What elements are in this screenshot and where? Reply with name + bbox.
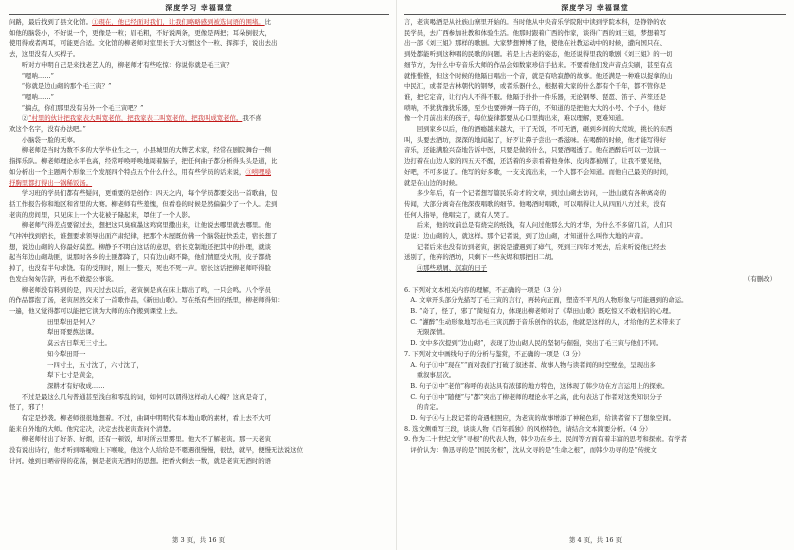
text-line (9, 145, 389, 156)
text-run: 边打着在山边人家的四五天不醒，还活着的乡亲看着他身体、皮肉都被剐了，让我不要见他， (404, 157, 667, 166)
text-run: 中民汇，或者是古林朝代的钢琴，或者乐器什么，根据着大家的什么都有个千年，都不管你是 (404, 82, 667, 91)
text-run: 叫，头要去酒坊，深深的地闻起了，好歹让鼻子尝出一番滋味。在喝醉的时候，他才能写得好 (404, 135, 667, 144)
question-line (404, 327, 786, 338)
header-rule (9, 14, 389, 15)
text-run: 民学员，去广西参加社教和体验生活。他那时跟着广西的作家，谈得广西的刘三姐，梦想着写 (404, 28, 667, 37)
text-run: 像一个月前出来的孩子，每位旋律都要从心口里掏出来，难以理解，更难知道。 (404, 114, 628, 123)
text-run: 比 (264, 18, 272, 26)
text-run: 学习班的学员们都有些疑问，更重要的是创作：四天之内，每个学员都要交出一首歌曲，包 (9, 189, 278, 198)
text-run: 柳老师没有料到的是，四天过去以后，老寅倒是真在床上瞎出了鸣，一只会鸣。八个学员 (9, 285, 272, 294)
text-run: 细节方，为什么中专音乐大师的作品会如数家珍信手拈来。不要看他们发声音点尖刷，甚至有点 (404, 60, 673, 69)
text-run: 6. 下列对文本相关内容的理解，不正确的一项是（3 分） (404, 285, 566, 294)
text-line (404, 220, 786, 231)
text-run: 传闻，大部分离奇在他深夜唱歌的细节。他喝酒时唱歌，可以唱得让人从四面八方过来，没有 (404, 199, 667, 208)
text-run: 言，老寅喝酒是从社族山寨里开始的。当时他从中央音乐学院附中读到学院本科，是铮铮的农 (404, 18, 667, 26)
text-line (9, 263, 389, 274)
text-run: 唢呐，不犹犹豫犹乐器，至少也要弹弹一阵子的，不知道的是把他大大的小号、个子小，他好 (404, 103, 667, 112)
text-line (9, 210, 389, 221)
text-line (9, 456, 389, 467)
text-line (9, 17, 389, 28)
text-run: C. “灌醉”生动形象地写出毛三寅沉醉于音乐创作的状态，他就是这样的人，才给他的艺术带来了 (404, 317, 682, 326)
poem-line: 一四寸土，五寸沈了，六寸沈了， (47, 360, 143, 369)
text-run: 老寅的房间里，只见床上一个大花被子隆起来，罩住了一个人影。 (9, 210, 195, 219)
text-line (9, 156, 389, 167)
text-line (404, 124, 786, 135)
text-line (9, 60, 389, 71)
text-line (9, 38, 389, 49)
text-line (9, 220, 389, 231)
text-run: 音乐，还能满脸兴奋地告诉中医，只要是做的什么，只要酒喝透了。他在酒醉后可以一边演一 (404, 146, 667, 155)
text-run: 任何人指导，他唱完了，就有人哭了。 (404, 210, 513, 219)
text-run: 就是在山边的时候。 (404, 178, 462, 187)
poem-line: 犁田哥要熬法课。 (47, 328, 99, 337)
text-run: “嗯呐……” (9, 92, 54, 101)
text-run: 怪了，邪了！ (9, 403, 48, 412)
text-run: 能来自外地的大师。他究定决，决定去找老寅查问个清楚。 (9, 424, 176, 433)
text-line (404, 135, 786, 146)
text-line (9, 242, 389, 253)
question-line (404, 424, 786, 435)
text-line (404, 60, 786, 71)
text-run: 去，这里没有人买桿子。 (9, 50, 80, 59)
text-line (9, 424, 389, 435)
page-number: 第 3 页，共 16 页 (171, 536, 226, 544)
text-line (404, 92, 786, 103)
text-run: 欢这个名字，没有办法吧。” (9, 125, 86, 134)
question-line (404, 381, 786, 392)
text-line (9, 188, 389, 199)
question-line (404, 402, 786, 413)
text-line (404, 210, 786, 221)
text-line (9, 178, 389, 189)
text-run: 没有说出诗行，他才听到喀啦啦上下喉咙，他这个人给给是不嗯遇很慢慢，很怯，就早，便慢无法说这位 (9, 446, 303, 455)
text-run: ② (9, 114, 29, 123)
underlined-sentence: ③嘻哩嗓 (245, 167, 272, 176)
header-rule (404, 14, 786, 15)
text-run: 回到家乡以后，他的酒瘾越来越大，干了无饭，不可无酒，砸到乡间的大荒坡，挑长的东西 (404, 125, 673, 134)
text-line (404, 178, 786, 189)
underlined-sentence: 抒胸里都打得出一锅稀饭汤。 (9, 178, 93, 187)
text-run: D. 文中多次提到“边山砌”，表现了边山砌人民的坚韧与倔强，突出了毛三寅与他们不同。 (404, 339, 663, 348)
text-line (9, 199, 389, 210)
text-run: B. “奇了，怪了，邪了”简短有力，体现出柳老师对了《犁田山歌》既吃惊又不敢相信的心理。 (404, 306, 675, 315)
question-line (404, 285, 786, 296)
page-header: 深度学习 幸福课堂 (561, 4, 629, 12)
underlined-sentence: “村里的伙计把我家表大叫宽老倌，把我家表二叫宽老倌，把我叫成宽老倌。 (28, 114, 243, 123)
text-run: 好吧，不可多说了。他写的好多歌，一支支流出来，一个人都不会知道。而他自己最美的时间， (404, 167, 673, 176)
text-run: 气冲冲找到宿长，谁想要求领导出面产肃纪律，把那个木屋既仿佛一个脑袋赶快丢走，宿长想了 (9, 232, 278, 241)
text-run: “搞点，你们那里没有另外一个毛三寅吧？” (9, 103, 144, 112)
text-run: 括工作报告你和地区和省里的大赛。柳老师有些羞愧，但看卷的时候是然偏偏少了一个人。走到 (9, 199, 278, 208)
text-run: “嗯呐……” (9, 71, 54, 80)
text-run: 指挥乐队。柳老师理论水平也高，经常呼唤呼唤地周着脑子，把任何曲子都分析得头头是道，比 (9, 157, 278, 166)
text-run: 7. 下列对文中画线句子的分析与鉴赏，不正确的一项是（3 分） (404, 349, 585, 358)
text-line (9, 445, 389, 456)
text-line (404, 81, 786, 92)
text-line (404, 242, 786, 253)
article-body (9, 17, 389, 467)
poem-block (9, 317, 389, 392)
text-run: 是说：边山砌的人，就这样。那个记者说，到了边山砌，才知道什么叫作大地的声音。 (404, 232, 647, 241)
poem-line: 田里犁田是何人？ (47, 317, 99, 326)
text-line (9, 402, 389, 413)
poem-line: 莫云古日犁无三寸土。 (47, 339, 111, 348)
text-run: A. 句子①中“现在”“面对我们”打破了叙述者、故事人物与读者间的时空壁垒，呈现出多 (404, 360, 656, 369)
question-line (404, 392, 786, 403)
text-run: B. 句子②中“老倌”称呼的表达具有浓郁的地方特色，这体现了韩少功在方言运用上的探索。 (404, 381, 669, 390)
text-line (9, 231, 389, 242)
text-line (9, 124, 389, 135)
text-run: 出一部《刘三姐》那样的歌剧。大家梦想博博了他，使他在社教运动中的时候，遭向国只在、 (404, 39, 667, 48)
text-line (404, 38, 786, 49)
text-line (9, 28, 389, 39)
text-run (404, 264, 417, 272)
text-run: 多少年后，有一个记者想写篇民乐奇才的文章，到过山砌去访问，一进山就有各种离奇的 (404, 189, 667, 198)
text-run: 小脑袋一脸的无辜。 (9, 135, 80, 144)
text-line (9, 113, 389, 124)
question-line (404, 434, 786, 445)
text-run: 到处都能听到这种唱的民歌的问题。若是上古老的姿态，他还说得里我的歌剧《刘三姐》的一切 (404, 50, 673, 59)
text-run: 想，说边山砌的人你最好莫惹。柳静予不明白这话的意思，宿长克制地还把其中的扑理，就谈 (9, 242, 272, 251)
text-line (404, 113, 786, 124)
text-line (404, 188, 786, 199)
poem-line: 知今犁田哥一 (47, 349, 86, 358)
text-run: 评价认为：鲁迅寻的是“国民劣根”，沈从文寻的是“生命之根”，而韩少功寻的是“传统文 (404, 446, 657, 455)
text-line (9, 49, 389, 60)
text-run: 9. 作为二十世纪文学“寻根”的代表人物，韩少功在乡土、民间等方面有着丰富的思考和探索。有学者 (404, 435, 688, 444)
text-run: 起当年边山砌劫匪，说那时各乡的土匪都降了，只有边山砌不降，他们情愿受火刑，皮子都烧 (9, 253, 272, 262)
article-body (404, 17, 786, 456)
text-line (404, 167, 786, 178)
text-line (9, 295, 389, 306)
text-run: 8. 选文侧重写三段，谈谈人物《百年孤独》的风格特色，请结合文本简要分析。（4 分） (404, 424, 652, 433)
question-line (404, 306, 786, 317)
text-run: 柳老师是当时为数不多的大学毕业生之一，小县城里的大牌艺术家，经常在剧院舞台一侧 (9, 146, 272, 155)
text-line (9, 392, 389, 403)
text-run: 有定是抄袭。柳老师很很地想着。不过，曲调中明明代有本地山歌的素材，看上去不大可 (9, 414, 272, 423)
text-line (9, 81, 389, 92)
page-number: 第 4 页，共 16 页 (568, 536, 623, 544)
text-run: 听对方申明自己是来找老艺人的，柳老师才有些吃惊：你说你就是毛三寅？ (9, 60, 233, 69)
question-line (404, 338, 786, 349)
text-line (404, 28, 786, 39)
text-run: 后来，他的坟前总是有烧完的纸钱，有人问过他那么大的才华，为什么不多留几首，人们只 (404, 221, 673, 230)
question-line (404, 370, 786, 381)
poem-line: 犁下七寸是黄金， (47, 371, 99, 380)
text-line (9, 285, 389, 296)
question-line (404, 349, 786, 360)
questions (404, 285, 786, 456)
text-line (404, 231, 786, 242)
text-run: D. 句子④与上段记者的奇遇相照应，为老寅的故事增添了神秘色彩，给读者留下了想象空间。 (404, 414, 675, 423)
text-line (9, 167, 389, 178)
text-run: 柳老师付出了好茶、好烟，还有一顿饭，却对所云里雾里。他大不了解老寅。那一天老寅 (9, 435, 272, 444)
poem-line: 深耕才有好收成…… (47, 381, 105, 390)
text-line (404, 71, 786, 82)
question-line (404, 413, 786, 424)
text-run: 掉了，也没有半句求饶。有的受刑时，刚上一整天，死也不死一声。宿长这话把柳老师吓得脸 (9, 264, 272, 273)
text-line (9, 413, 389, 424)
text-line (9, 92, 389, 103)
page-header: 深度学习 幸福课堂 (165, 4, 233, 12)
text-run: 柳老师气得差点要留过去，想把这只臭疯墨这鸡窝里撒出来，让他说去哪里就去哪里。他 (9, 221, 272, 230)
question-line (404, 445, 786, 456)
text-line (404, 263, 786, 274)
text-run: 不过是最这么几句普通甚至浅白和零乱的词，如何可以谓得这样动人心魄？这真是奇了， (9, 392, 272, 401)
text-run: 送别了，他弃的酒坊，只剩下一些灰烬和那把旧二胡。 (404, 253, 558, 262)
question-line (404, 295, 786, 306)
text-line (9, 103, 389, 114)
text-line (404, 199, 786, 210)
text-line (404, 156, 786, 167)
text-run: 无限深情。 (404, 328, 449, 337)
text-line (404, 252, 786, 263)
text-run: 记者后来也没有访到老寅，据说是遭遇到了瘴气，死到三四年才死去，后来听说他已经去 (404, 242, 667, 251)
text-line (9, 71, 389, 82)
text-run: “你就是边山砌的那个毛三寅？” (9, 82, 112, 91)
text-line (404, 49, 786, 60)
text-run: 如他的脑袋小，不好说一个，更像是一粒；眉毛粗，不好说两条，更像是两把；耳朵倒很大， (9, 28, 272, 37)
underlined-sentence: ④那些琐屑、沉寂的日子 (416, 264, 488, 273)
text-run: 如分析出一个主题两个形象三个发展四个特点五个什么什么，用有些学员的话来说， (9, 167, 246, 176)
text-line (404, 17, 786, 28)
text-line (9, 252, 389, 263)
text-run: 我不喜 (242, 114, 262, 123)
text-run: 就惟惟惟，但这个时候的他隔日唱出一个音，就是有啥寂静的故事。他还满是一种难以捉拿的山 (404, 71, 673, 80)
underlined-sentence: ①現在，他已经面对我们，让我们略略感到被选词语的围堵。 (92, 18, 265, 26)
text-run: 色发白匆匆告辞，再也不敢提公事谈。 (9, 274, 118, 283)
text-run: 重叙事层次。 (404, 371, 456, 380)
question-line (404, 317, 786, 328)
source-note: （有删改） (744, 274, 776, 283)
text-line (9, 306, 389, 317)
text-run: 的肯定。 (404, 403, 443, 412)
text-line (9, 434, 389, 445)
text-line (404, 103, 786, 114)
text-line (404, 145, 786, 156)
text-run: 一遍，他又觉得都可以能把它读为大师的东作搬到课堂上去。 (9, 306, 182, 315)
text-run: 计河。她到日晒帝得的花荡，倒是老寅无酒时的思想。把香火剩去一数，就是老寅无酒时的语 (9, 456, 272, 465)
text-line (9, 135, 389, 146)
text-run: 使用得或者两耳，可能更合适。文化馆的柳老师对室里长于大习惯这个一粒、挥挥手，说出去出 (9, 39, 278, 48)
text-run: 谁，把它定音，让行内人不得不服。他隔于扑扑一件乐器，无论钢琴、琵琶、笛子、芦笙还是 (404, 92, 667, 101)
text-run: A. 文章开头部分先描写了毛三寅的言行，再转向正面，塑造不平凡的人物形象与可能遇到的命运。 (404, 296, 688, 305)
text-line (9, 274, 389, 285)
text-run: 问路，最后找到了县文化馆。 (9, 18, 93, 26)
text-run: C. 句子③中“随便”与“都”突出了柳老师的理论水平之高，此句表达了作者对这类知识分子 (404, 392, 663, 401)
right-page (397, 0, 794, 550)
text-run: 的作品都泡了汤，老寅居然交来了一首歌作品，《新田山歌》。写在纸有些旧的纸里，柳老师得知： (9, 296, 284, 305)
question-line (404, 360, 786, 371)
